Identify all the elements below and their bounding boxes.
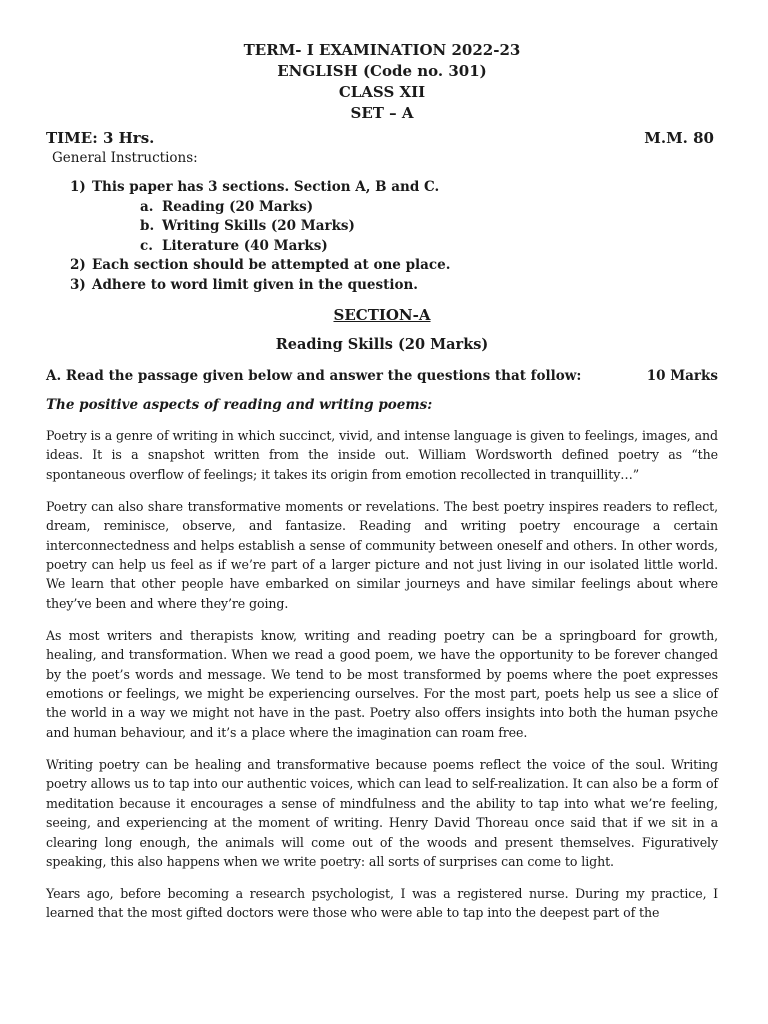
exam-title: TERM- I EXAMINATION 2022-23	[243, 41, 521, 59]
set-line: SET – A	[350, 104, 414, 122]
passage-paragraph: As most writers and therapists know, writing and reading poetry can be a springboard for growth, healing, and transformation. When we read a good poem, we have the opportunity to be forever changed by the poet’s words and message. We tend to be most transformed by poems where the poet expresses emotions or feelings, we might be experiencing ourselves. For the most part, poets help us see a slice of the world in a way we might not have in the past. Poetry also offers insights into both the human psyche and human behaviour, and it’s a place where the imagination can roam free.	[46, 627, 718, 740]
exam-page	[46, 40, 718, 935]
section-heading	[46, 305, 718, 325]
exam-header	[46, 40, 718, 124]
time-marks-row	[46, 128, 718, 148]
question-a-marks: 10 Marks	[646, 368, 718, 384]
question-a-text: A. Read the passage given below and answer the questions that follow:	[46, 368, 582, 384]
instructions-list	[70, 178, 718, 295]
class-line: CLASS XII	[338, 83, 426, 101]
instruction-item: 1) This paper has 3 sections. Section A, B and C.	[70, 179, 440, 195]
time-label: TIME: 3 Hrs.	[46, 129, 155, 147]
instruction-subitem: a. Reading (20 Marks)	[140, 198, 314, 215]
passage-paragraph: Poetry is a genre of writing in which succinct, vivid, and intense language is given to feelings, images, and ideas. It is a snapshot written from the inside out. William Wordsworth defined poetry as “the spontaneous overflow of feelings; it takes its origin from emotion recollected in tranquillity…”	[46, 428, 718, 482]
passage-paragraph: Writing poetry can be healing and transformative because poems reflect the voice of the soul. Writing poetry allows us to tap into our authentic voices, which can lead to self-realization. It can also be a form of meditation because it encourages a sense of mindfulness and the ability to tap into what we’re feeling, seeing, and experiencing at the moment of writing. Henry David Thoreau once said that if we sit in a clearing long enough, the animals will come out of the woods and present themselves. Figuratively speaking, this also happens when we write poetry: all sorts of surprises can come to light.	[46, 756, 718, 869]
instruction-item: 2) Each section should be attempted at one place.	[70, 257, 451, 273]
subject-line: ENGLISH (Code no. 301)	[277, 62, 487, 80]
reading-skills-heading: Reading Skills (20 Marks)	[275, 336, 489, 353]
instruction-subitem: c. Literature (40 Marks)	[140, 237, 328, 254]
instruction-subitem: b. Writing Skills (20 Marks)	[140, 218, 355, 234]
passage-title: The positive aspects of reading and writing poems:	[46, 397, 433, 413]
max-marks-label: M.M. 80	[644, 129, 714, 147]
question-a-line	[46, 367, 718, 386]
section-a-title: SECTION-A	[333, 306, 431, 324]
general-instructions-title: General Instructions:	[52, 150, 198, 166]
instruction-item: 3) Adhere to word limit given in the question.	[70, 276, 418, 293]
passage-paragraph: Poetry can also share transformative moments or revelations. The best poetry inspires readers to reflect, dream, reminisce, observe, and fantasize. Reading and writing poetry encourage a certain interconnectedness and helps establish a sense of community between oneself and others. In other words, poetry can help us feel as if we’re part of a larger picture and not just living in our isolated little world. We learn that other people have embarked on similar journeys and have similar feelings about where they’ve been and where they’re going.	[46, 498, 718, 611]
passage-paragraph: Years ago, before becoming a research psychologist, I was a registered nurse. During my practice, I learned that the most gifted doctors were those who were able to tap into the deepest part of the	[46, 885, 718, 921]
